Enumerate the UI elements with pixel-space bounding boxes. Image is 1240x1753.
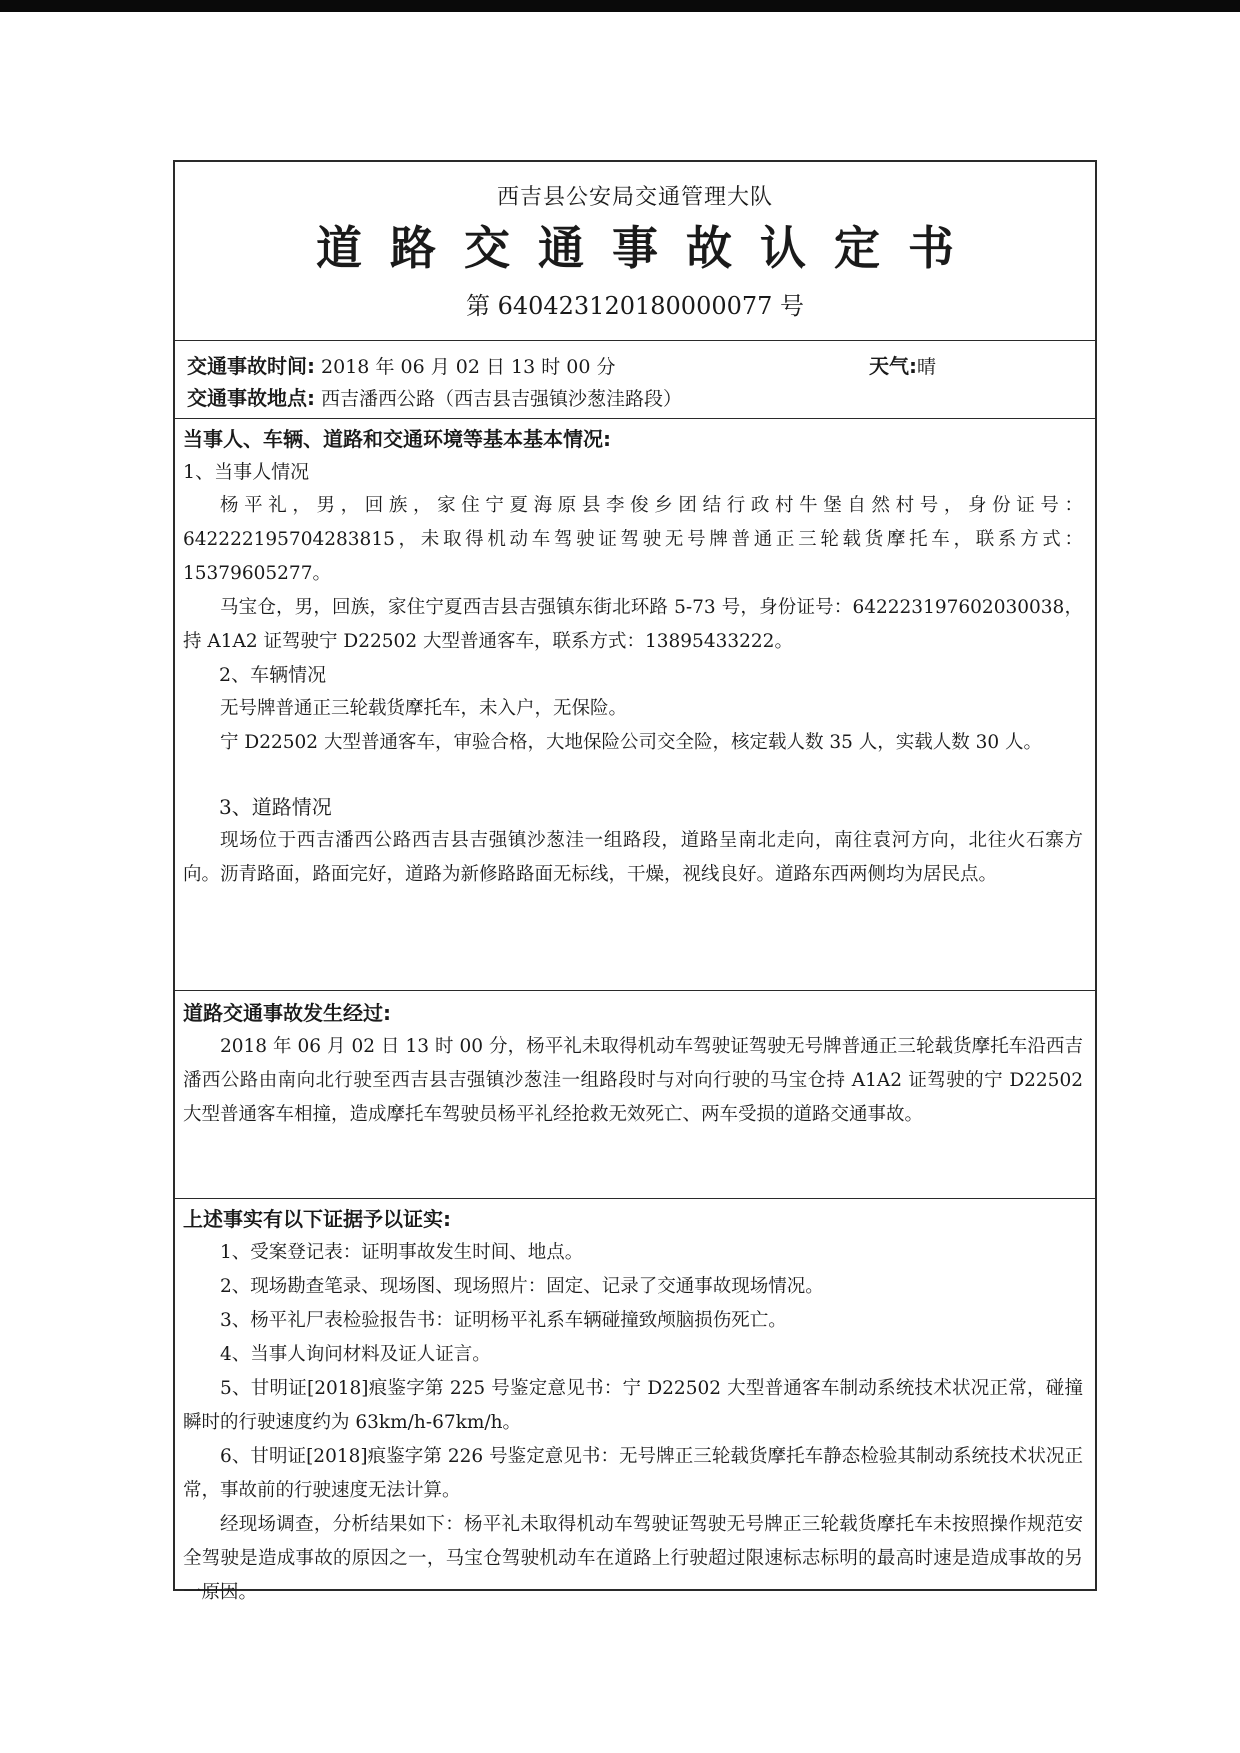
process-heading: 道路交通事故发生经过: [183,1001,391,1025]
weather-value: 晴 [917,356,937,378]
vehicle-2-info: 宁 D22502 大型普通客车，审验合格，大地保险公司交全险，核定载人数 35 人，实载人数 30 人。 [220,732,1043,753]
divider [175,1198,1095,1199]
accident-location-label: 交通事故地点: [187,386,315,410]
evidence-item: 4、当事人询问材料及证人证言。 [220,1344,491,1365]
accident-time-label: 交通事故时间: [187,354,315,378]
document-number: 第 640423120180000077 号 [465,292,805,320]
scan-edge [0,0,1240,12]
road-info: 现场位于西吉潘西公路西吉县吉强镇沙葱洼一组路段，道路呈南北走向，南往袁河方向，北往火石寨方向。沥青路面，路面完好，道路为新修路路面无标线，干燥，视线良好。道路东西两侧均为居民点。 [183,830,1083,885]
weather-row [869,349,936,384]
process-text: 2018 年 06 月 02 日 13 时 00 分，杨平礼未取得机动车驾驶证驾驶无号牌普通正三轮载货摩托车沿西吉潘西公路由南向北行驶至西吉县吉强镇沙葱洼一组路段时与对向行驶的马宝仓持 A1A2 证驾驶的宁 D22502 大型普通客车相撞，造成摩托车驾驶员杨平礼经抢救无效死亡、两车受损的道路交通事故。 [183,1036,1083,1125]
agency-name: 西吉县公安局交通管理大队 [496,185,773,210]
vehicle-1-info: 无号牌普通正三轮载货摩托车，未入户，无保险。 [220,698,628,719]
party-1-info: 杨平礼，男，回族，家住宁夏海原县李俊乡团结行政村牛堡自然村号，身份证号：642222195704283815，未取得机动车驾驶证驾驶无号牌普通正三轮载货摩托车，联系方式：15379605277。 [183,495,1083,584]
accident-time-value: 2018 年 06 月 02 日 13 时 00 分 [321,356,616,378]
basic-situation-heading: 当事人、车辆、道路和交通环境等基本基本情况: [183,427,611,451]
evidence-item: 6、甘明证[2018]痕鉴字第 226 号鉴定意见书：无号牌正三轮载货摩托车静态检验其制动系统技术状况正常，事故前的行驶速度无法计算。 [183,1446,1083,1501]
accident-time-row [187,349,615,384]
document-title: 道路交通事故认定书 [316,221,982,275]
evidence-item: 5、甘明证[2018]痕鉴字第 225 号鉴定意见书：宁 D22502 大型普通客车制动系统技术状况正常，碰撞瞬时的行驶速度约为 63km/h-67km/h。 [183,1378,1083,1433]
divider [175,990,1095,991]
accident-location-value: 西吉潘西公路（西吉县吉强镇沙葱洼路段） [321,388,683,410]
accident-report-form [173,160,1097,1603]
evidence-heading: 上述事实有以下证据予以证实: [183,1207,451,1231]
evidence-item: 3、杨平礼尸表检验报告书：证明杨平礼系车辆碰撞致颅脑损伤死亡。 [220,1310,787,1331]
parties-heading: 1、当事人情况 [183,461,310,483]
divider [175,418,1095,419]
road-heading: 3、道路情况 [219,795,332,819]
vehicles-heading: 2、车辆情况 [219,664,327,686]
evidence-item: 1、受案登记表：证明事故发生时间、地点。 [220,1242,584,1263]
evidence-item: 2、现场勘查笔录、现场图、现场照片：固定、记录了交通事故现场情况。 [220,1276,824,1297]
divider [175,340,1095,341]
weather-label: 天气: [869,354,917,378]
party-2-info: 马宝仓，男，回族，家住宁夏西吉县吉强镇东街北环路 5-73 号，身份证号：642223197602030038，持 A1A2 证驾驶宁 D22502 大型普通客车，联系方式：13895433222。 [183,597,1083,652]
analysis-text: 经现场调查，分析结果如下：杨平礼未取得机动车驾驶证驾驶无号牌正三轮载货摩托车未按照操作规范安全驾驶是造成事故的原因之一，马宝仓驾驶机动车在道路上行驶超过限速标志标明的最高时速是造成事故的另一原因。 [183,1514,1083,1603]
accident-location-row [187,381,682,416]
